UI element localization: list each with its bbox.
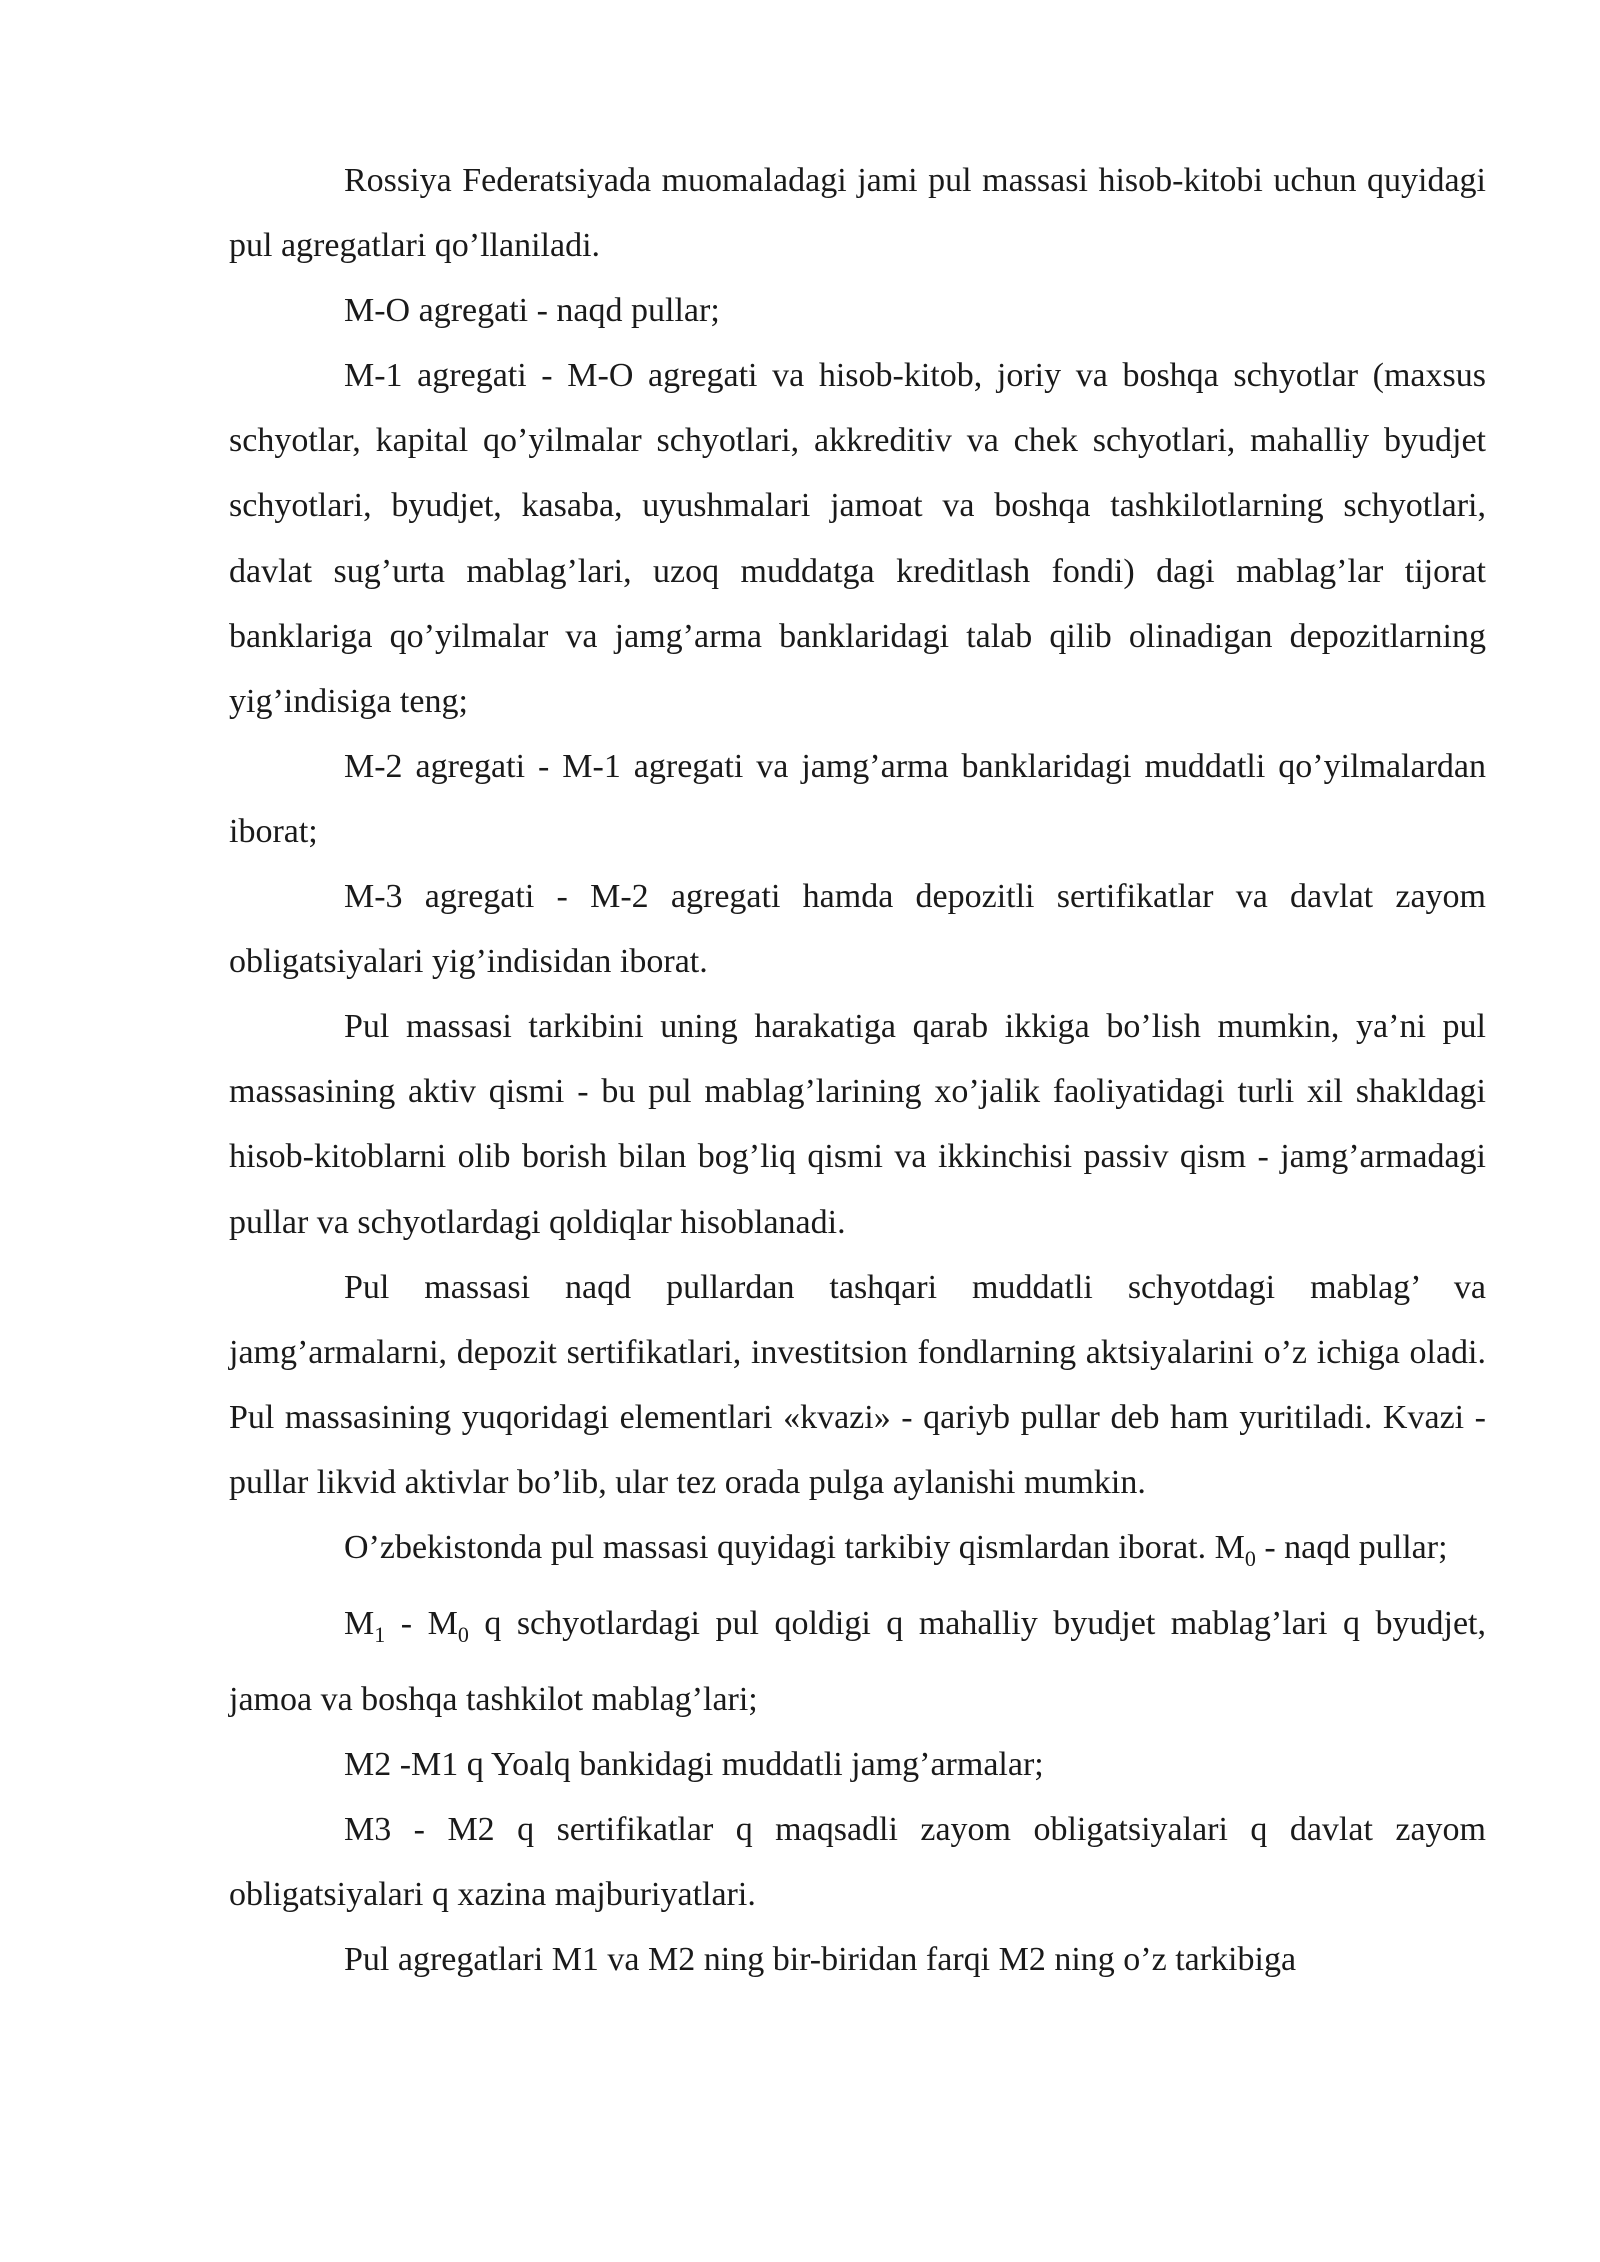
paragraph-m3-aggregate: M-3 agregati - M-2 agregati hamda depozitli sertifikatlar va davlat zayom obligatsiyalari yig’indisidan iborat. [229, 878, 1486, 981]
text-run: O’zbekistonda pul massasi quyidagi tarkibiy qismlardan iborat. M [344, 1528, 1245, 1566]
paragraph-uz-m3: M3 - M2 q sertifikatlar q maqsadli zayom obligatsiyalari q davlat zayom obligatsiyalari q xazina majburiyatlari. [229, 1810, 1486, 1914]
paragraph-m2-aggregate: M-2 agregati - M-1 agregati va jamg’arma banklaridagi muddatli qo’yilmalardan iborat; [229, 747, 1486, 850]
text-run: - naqd pullar; [1255, 1528, 1448, 1566]
text-run: M [344, 1604, 375, 1642]
document-body [229, 148, 1486, 1992]
paragraph-quasi-money: Pul massasi naqd pullardan tashqari muddatli schyotdagi mablag’ va jamg’armalarni, depozit sertifikatlari, investitsion fondlarning aktsiyalarini o’z ichiga oladi. Pul massasining yuqoridagi elementlari «kvazi» - qariyb pullar deb ham yuritiladi. Kvazi - pullar likvid aktivlar bo’lib, ular tez orada pulga aylanishi mumkin. [229, 1268, 1486, 1501]
text-run: q schyotlardagi pul qoldigi q mahalliy byudjet mablag’lari q byudjet, jamoa va boshqa tashkilot mablag’lari; [229, 1604, 1486, 1718]
paragraph-russia-aggregates-intro: Rossiya Federatsiyada muomaladagi jami pul massasi hisob-kitobi uchun quyidagi pul agregatlari qo’llaniladi. [229, 162, 1486, 265]
paragraph-uz-m2: M2 -M1 q Yoalq bankidagi muddatli jamg’armalar; [344, 1745, 1044, 1783]
paragraph-uzbekistan-money-mass [229, 1515, 1486, 1591]
subscript: 0 [1244, 1545, 1256, 1571]
text-run: - M [385, 1604, 458, 1642]
paragraph-m1-aggregate: M-1 agregati - M-O agregati va hisob-kitob, joriy va boshqa schyotlar (maxsus schyotlar, kapital qo’yilmalar schyotlari, akkreditiv va chek schyotlari, mahalliy byudjet schyotlari, byudjet, kasaba, uyushmalari jamoat va boshqa tashkilotlarning schyotlari, davlat sug’urta mablag’lari, uzoq muddatga kreditlash fondi) dagi mablag’lar tijorat banklariga qo’yilmalar va jamg’arma banklaridagi talab qilib olinadigan depozitlarning yig’indisiga teng; [229, 357, 1486, 720]
paragraph-m1-m2-difference: Pul agregatlari M1 va M2 ning bir-biridan farqi M2 ning o’z tarkibiga [344, 1941, 1297, 1979]
paragraph-m0-aggregate: M-O agregati - naqd pullar; [344, 292, 720, 330]
subscript: 0 [457, 1621, 469, 1647]
subscript: 1 [374, 1621, 386, 1647]
paragraph-uz-m1 [229, 1591, 1486, 1732]
paragraph-money-mass-structure: Pul massasi tarkibini uning harakatiga qarab ikkiga bo’lish mumkin, ya’ni pul massasining aktiv qismi - bu pul mablag’larining xo’jalik faoliyatidagi turli xil shakldagi hisob-kitoblarni olib borish bilan bog’liq qismi va ikkinchisi passiv qism - jamg’armadagi pullar va schyotlardagi qoldiqlar hisoblanadi. [229, 1008, 1486, 1241]
